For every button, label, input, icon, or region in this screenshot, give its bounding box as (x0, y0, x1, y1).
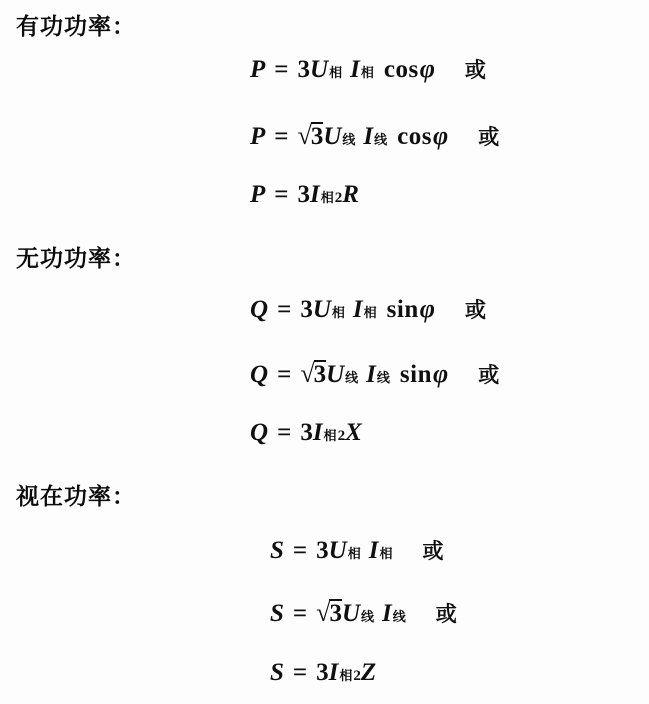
formula-equals: = (277, 361, 292, 388)
formula-term-exponent: 2 (334, 190, 343, 206)
formula-term-symbol: R (342, 181, 359, 208)
formula-reactive-power-phase (250, 294, 486, 324)
formula-lhs: P (250, 123, 266, 150)
formula-term-symbol: I (350, 56, 360, 83)
formula-active-power-line (250, 121, 499, 151)
section-label-apparent-power: 视在功率： (16, 484, 136, 510)
radical-sign: √ (316, 598, 331, 627)
formula-term-subscript: 相 (331, 306, 345, 321)
formula-term-symbol: I (312, 419, 323, 446)
formula-coefficient: 3 (300, 296, 313, 323)
formula-active-power-phase (250, 54, 486, 84)
formula-equals: = (292, 659, 308, 686)
formula-phi: φ (432, 121, 449, 150)
formula-term-symbol: U (312, 296, 331, 323)
formula-term-symbol: U (341, 600, 360, 627)
formula-term-subscript: 相 (323, 429, 337, 444)
formula-reactive-power-reactance (250, 419, 362, 447)
section-label-reactive-power: 无功功率： (16, 246, 136, 272)
formula-coefficient: 3 (316, 537, 329, 564)
formula-term-subscript: 相 (379, 547, 393, 562)
formula-term-subscript: 线 (342, 133, 356, 148)
formula-coefficient: 3 (313, 361, 327, 388)
formula-term-symbol: Z (360, 659, 377, 686)
formula-term-symbol: I (382, 600, 392, 627)
formula-term-subscript: 线 (345, 371, 359, 386)
formula-term-subscript: 相 (320, 191, 334, 206)
section-label-active-power: 有功功率： (16, 14, 136, 40)
formula-or-label: 或 (464, 58, 486, 82)
formula-lhs: S (270, 537, 284, 564)
formula-term-symbol: U (323, 123, 342, 150)
formula-equals: = (292, 600, 308, 627)
formula-term-symbol: U (328, 537, 347, 564)
formula-term-subscript: 线 (376, 371, 390, 386)
formula-lhs: P (250, 56, 266, 83)
formula-coefficient: 3 (300, 419, 313, 446)
formula-term-exponent: 2 (337, 428, 346, 444)
formula-term-symbol: I (352, 296, 363, 323)
formula-lhs: Q (250, 296, 269, 323)
formula-term-subscript: 相 (339, 669, 353, 684)
formula-coefficient: 3 (297, 56, 311, 83)
formula-apparent-power-phase (270, 535, 443, 565)
formula-or-label: 或 (435, 602, 457, 626)
formula-term-symbol: U (310, 56, 329, 83)
formula-or-label: 或 (478, 363, 500, 387)
formula-term-symbol: I (366, 361, 376, 388)
formula-term-subscript: 相 (347, 547, 361, 562)
formula-coefficient: 3 (297, 181, 311, 208)
formula-lhs: S (270, 600, 284, 627)
formula-term-symbol: I (368, 537, 379, 564)
formula-apparent-power-line (270, 598, 457, 628)
formula-lhs: Q (250, 361, 269, 388)
formula-equals: = (274, 123, 289, 150)
formula-equals: = (274, 56, 289, 83)
formula-term-symbol: X (345, 419, 362, 446)
formula-term-exponent: 2 (353, 668, 361, 684)
formula-term-symbol: I (328, 659, 339, 686)
formula-or-label: 或 (464, 298, 486, 322)
formula-function: cos (383, 56, 419, 83)
formula-equals: = (292, 537, 308, 564)
formula-coefficient: 3 (329, 600, 342, 627)
formula-term-subscript: 相 (329, 66, 343, 81)
formula-term-symbol: I (363, 123, 374, 150)
formula-lhs: S (270, 659, 284, 686)
formula-or-label: 或 (478, 125, 500, 149)
formula-phi: φ (433, 359, 449, 388)
radical-sign: √ (300, 359, 315, 388)
formula-term-subscript: 线 (392, 610, 406, 625)
formula-function: cos (397, 123, 432, 150)
formula-term-subscript: 相 (360, 66, 374, 81)
formula-lhs: P (250, 181, 266, 208)
formula-term-subscript: 相 (363, 306, 377, 321)
formula-term-symbol: I (310, 181, 320, 208)
formula-phi: φ (419, 54, 435, 83)
formula-equals: = (277, 296, 292, 323)
formula-or-label: 或 (422, 539, 444, 563)
formula-reactive-power-line (250, 359, 499, 389)
formula-active-power-resistive (250, 181, 359, 209)
formula-function: sin (386, 296, 419, 323)
formula-term-symbol: U (326, 361, 345, 388)
formula-coefficient: 3 (310, 123, 324, 150)
formula-equals: = (277, 419, 292, 446)
radical-sign: √ (297, 121, 312, 150)
formula-function: sin (399, 361, 433, 388)
formula-lhs: Q (250, 419, 269, 446)
formula-phi: φ (419, 294, 435, 323)
formula-term-subscript: 线 (374, 133, 388, 148)
formula-term-subscript: 线 (361, 610, 375, 625)
formula-apparent-power-impedance (270, 659, 376, 687)
formula-coefficient: 3 (316, 659, 329, 686)
formula-equals: = (274, 181, 289, 208)
